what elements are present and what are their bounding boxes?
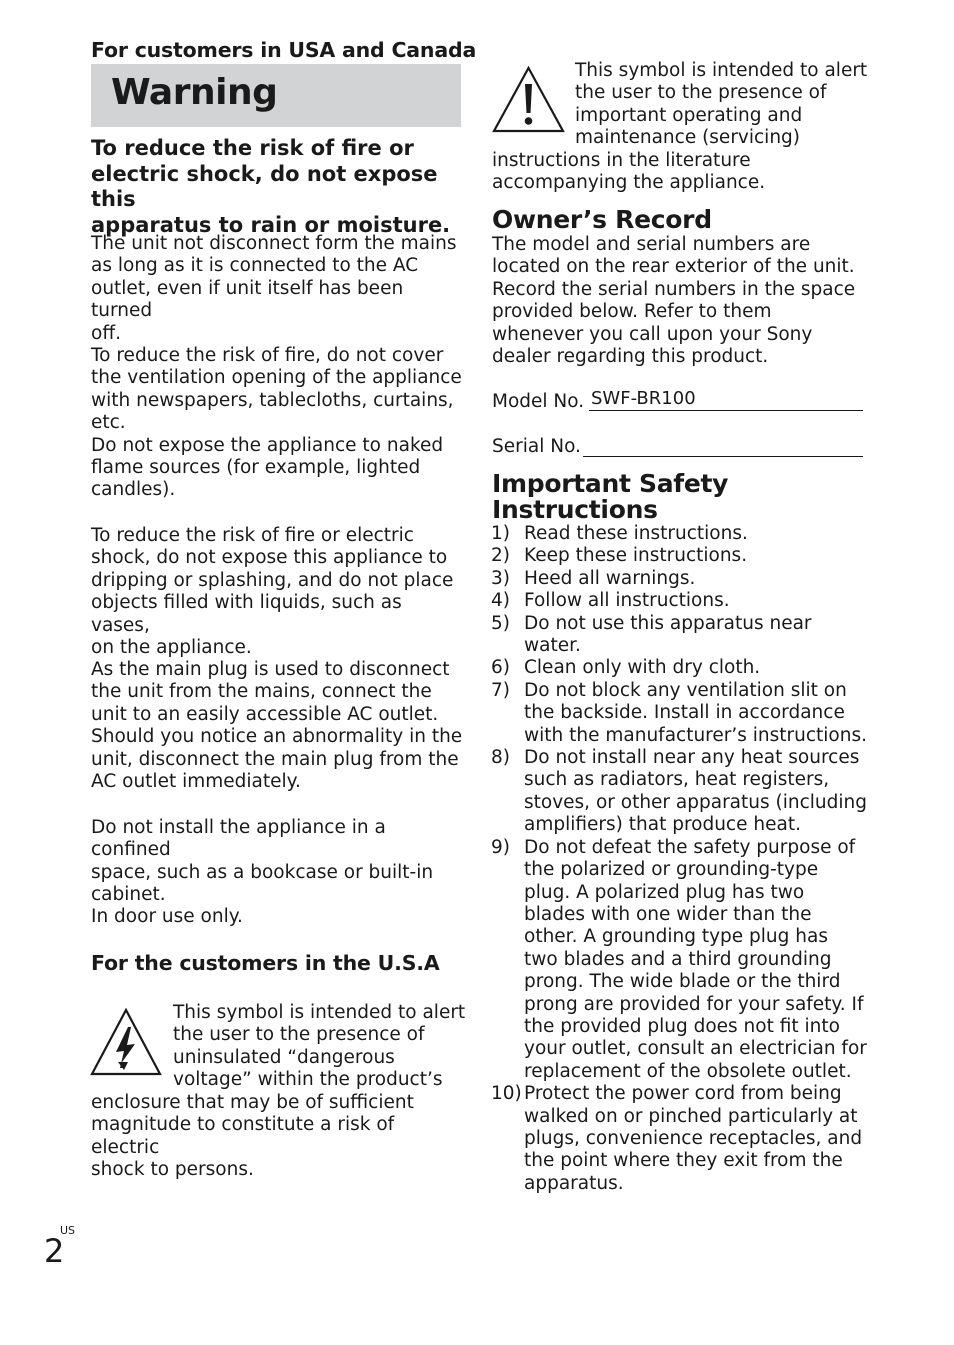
exclaim-symbol-text: This symbol is intended to alert the user to the presence of important operating and maintenance (servicing)	[575, 60, 868, 149]
list-item: 8) Do not install near any heat sources such as radiators, heat registers, stoves, or other apparatus (including amplifiers) that produce heat.	[491, 747, 867, 836]
list-item: 4) Follow all instructions.	[491, 590, 730, 612]
list-item: 6) Clean only with dry cloth.	[491, 657, 761, 679]
safety-heading: Important Safety Instructions	[492, 469, 729, 524]
warning-banner	[91, 64, 461, 127]
paragraph-main-plug: As the main plug is used to disconnect the unit from the mains, connect the unit to an easily accessible AC outlet. Should you notice an abnormality in the unit, disconnect the main plug from the AC outlet immediately.	[91, 659, 463, 793]
serial-label: Serial No.	[492, 436, 581, 457]
warning-lead: To reduce the risk of fire or electric shock, do not expose this apparatus to rain or moisture.	[91, 136, 451, 237]
region-code: US	[60, 1224, 76, 1237]
voltage-symbol-text-cont: enclosure that may be of sufficient magnitude to constitute a risk of electric shock to persons.	[91, 1092, 414, 1181]
list-item: 7) Do not block any ventilation slit on the backside. Install in accordance with the manufacturer’s instructions.	[491, 679, 867, 746]
paragraph-mains: The unit not disconnect form the mains as long as it is connected to the AC outlet, even if unit itself has been turned off.	[91, 233, 457, 344]
lightning-bolt-triangle-icon	[90, 1008, 162, 1076]
paragraph-ventilation: To reduce the risk of fire, do not cover the ventilation opening of the appliance with newspapers, tablecloths, curtains, etc. Do not expose the appliance to naked flame sources (for example, lighted candles).	[91, 345, 462, 501]
page-number: 2	[44, 1232, 65, 1270]
safety-list	[491, 523, 871, 1195]
paragraph-indoor: In door use only.	[91, 906, 243, 927]
paragraph-dripping: To reduce the risk of fire or electric shock, do not expose this appliance to dripping or splashing, and do not place objects filled with liquids, such as vases, on the appliance.	[91, 525, 454, 659]
list-item: 3) Heed all warnings.	[491, 567, 696, 589]
model-value: SWF-BR100	[591, 388, 696, 409]
exclaim-symbol-text-cont: instructions in the literature accompanying the appliance.	[492, 150, 766, 194]
usa-heading: For the customers in the U.S.A	[91, 951, 440, 975]
list-item: 10) Protect the power cord from being walked on or pinched particularly at plugs, convenience receptacles, and the point where they exit from the apparatus.	[491, 1083, 863, 1194]
list-item: 5) Do not use this apparatus near water.	[491, 612, 812, 657]
list-item: 1) Read these instructions.	[491, 523, 748, 544]
list-item: 2) Keep these instructions.	[491, 545, 748, 567]
exclamation-triangle-icon	[492, 66, 565, 133]
warning-title: Warning	[111, 72, 278, 113]
owners-record-text: The model and serial numbers are located on the rear exterior of the unit. Record the serial numbers in the space provided below. Refer to them whenever you call upon your Sony dealer regarding this product.	[492, 234, 856, 368]
region-heading: For customers in USA and Canada	[91, 38, 477, 62]
voltage-symbol-text: This symbol is intended to alert the user to the presence of uninsulated “dangerous voltage” within the product’s	[173, 1002, 466, 1091]
paragraph-confined-space: Do not install the appliance in a confined space, such as a bookcase or built-in cabinet.	[91, 817, 434, 906]
owners-record-heading: Owner’s Record	[492, 205, 712, 234]
model-label: Model No.	[492, 391, 585, 412]
model-field	[589, 388, 863, 411]
serial-field	[583, 434, 863, 457]
list-item: 9) Do not defeat the safety purpose of the polarized or grounding-type plug. A polarized plug has two blades with one wider than the other. A grounding type plug has two blades and a third grounding prong. The wide blade or the third prong are provided for your safety. If the provided plug does not fit into your outlet, consult an electrician for replacement of the obsolete outlet.	[491, 836, 867, 1082]
